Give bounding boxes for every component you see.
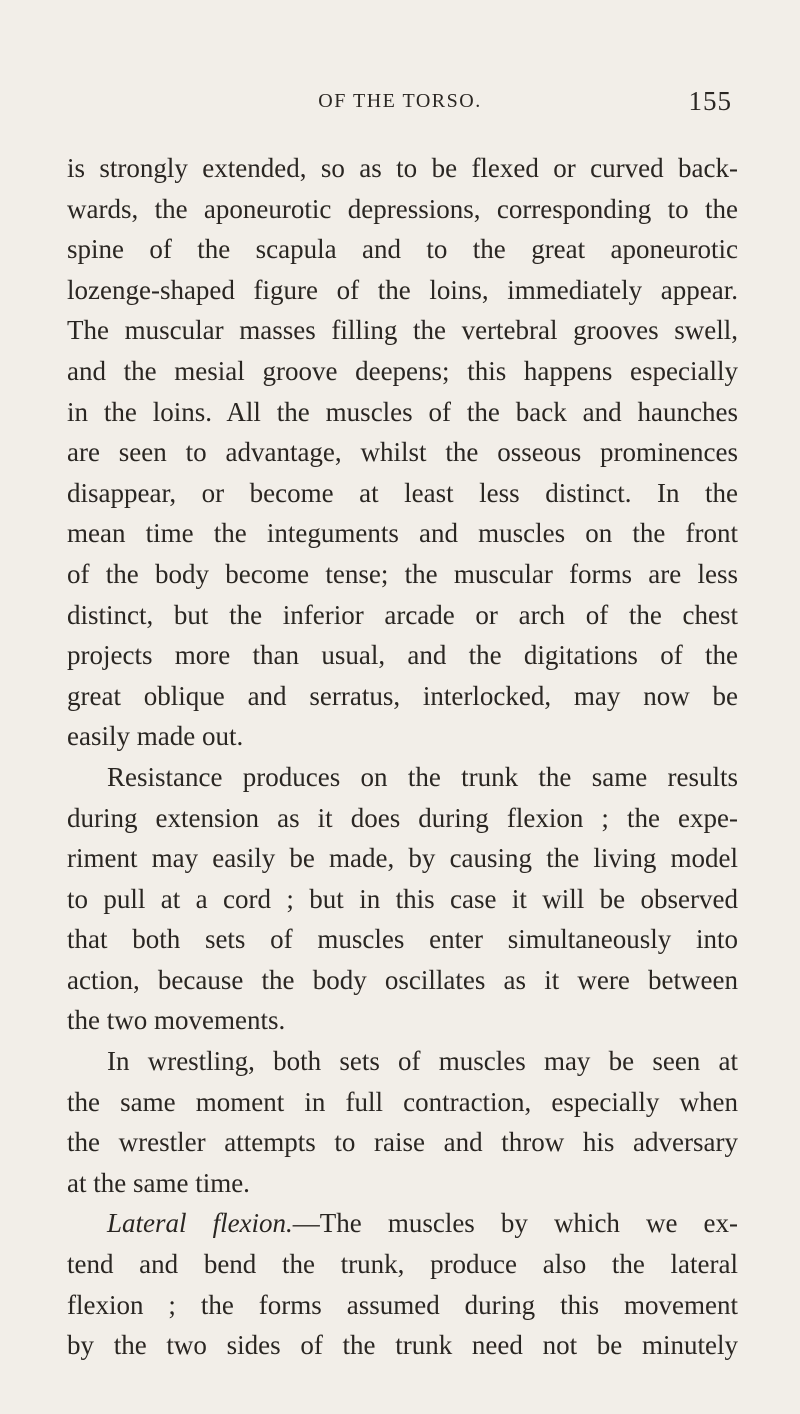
text-line: by the two sides of the trunk need not be minutely [67, 1330, 738, 1361]
body-text [67, 148, 738, 1366]
text-line: easily made out. [67, 721, 244, 752]
running-head [68, 86, 732, 116]
text-line: projects more than usual, and the digitations of the [67, 640, 738, 671]
page-number: 155 [688, 86, 732, 116]
text-line: and the mesial groove deepens; this happens especially [67, 355, 738, 386]
text-line: In wrestling, both sets of muscles may be seen at [107, 1046, 738, 1077]
text-line: tend and bend the trunk, produce also the lateral [67, 1249, 738, 1280]
text-line: distinct, but the inferior arcade or arch of the chest [67, 599, 738, 630]
running-title: OF THE TORSO. [318, 90, 482, 112]
text-line: wards, the aponeurotic depressions, corresponding to the [67, 193, 738, 224]
text-line: in the loins. All the muscles of the back and haunches [67, 396, 738, 427]
section-heading-lateral-flexion: Lateral flexion. [107, 1208, 293, 1239]
text-line-lateral-flexion [67, 1203, 738, 1244]
text-fragment: —The muscles by which we ex- [292, 1208, 738, 1239]
text-line: lozenge-shaped figure of the loins, immediately appear. [67, 274, 738, 305]
text-line: during extension as it does during flexion ; the expe- [67, 802, 738, 833]
text-line: action, because the body oscillates as it were between [67, 964, 738, 995]
text-line: Resistance produces on the trunk the same results [107, 761, 738, 792]
text-line: is strongly extended, so as to be flexed or curved back- [67, 153, 738, 183]
text-line: the wrestler attempts to raise and throw his adversary [67, 1127, 738, 1158]
text-line: are seen to advantage, whilst the osseous prominences [67, 437, 738, 468]
text-line: The muscular masses filling the vertebral grooves swell, [67, 315, 738, 346]
text-line: spine of the scapula and to the great aponeurotic [67, 234, 738, 265]
text-line: flexion ; the forms assumed during this movement [67, 1289, 738, 1320]
text-line: at the same time. [67, 1167, 250, 1198]
text-line: of the body become tense; the muscular forms are less [67, 558, 738, 589]
text-line: the same moment in full contraction, especially when [67, 1086, 738, 1117]
text-line: great oblique and serratus, interlocked, may now be [67, 680, 738, 711]
text-line: mean time the integuments and muscles on the front [67, 518, 738, 549]
text-line: riment may easily be made, by causing the living model [67, 843, 738, 874]
text-line: that both sets of muscles enter simultaneously into [67, 924, 738, 955]
text-line: to pull at a cord ; but in this case it will be observed [67, 883, 738, 914]
text-line: disappear, or become at least less distinct. In the [67, 477, 738, 508]
text-line: the two movements. [67, 1005, 286, 1036]
